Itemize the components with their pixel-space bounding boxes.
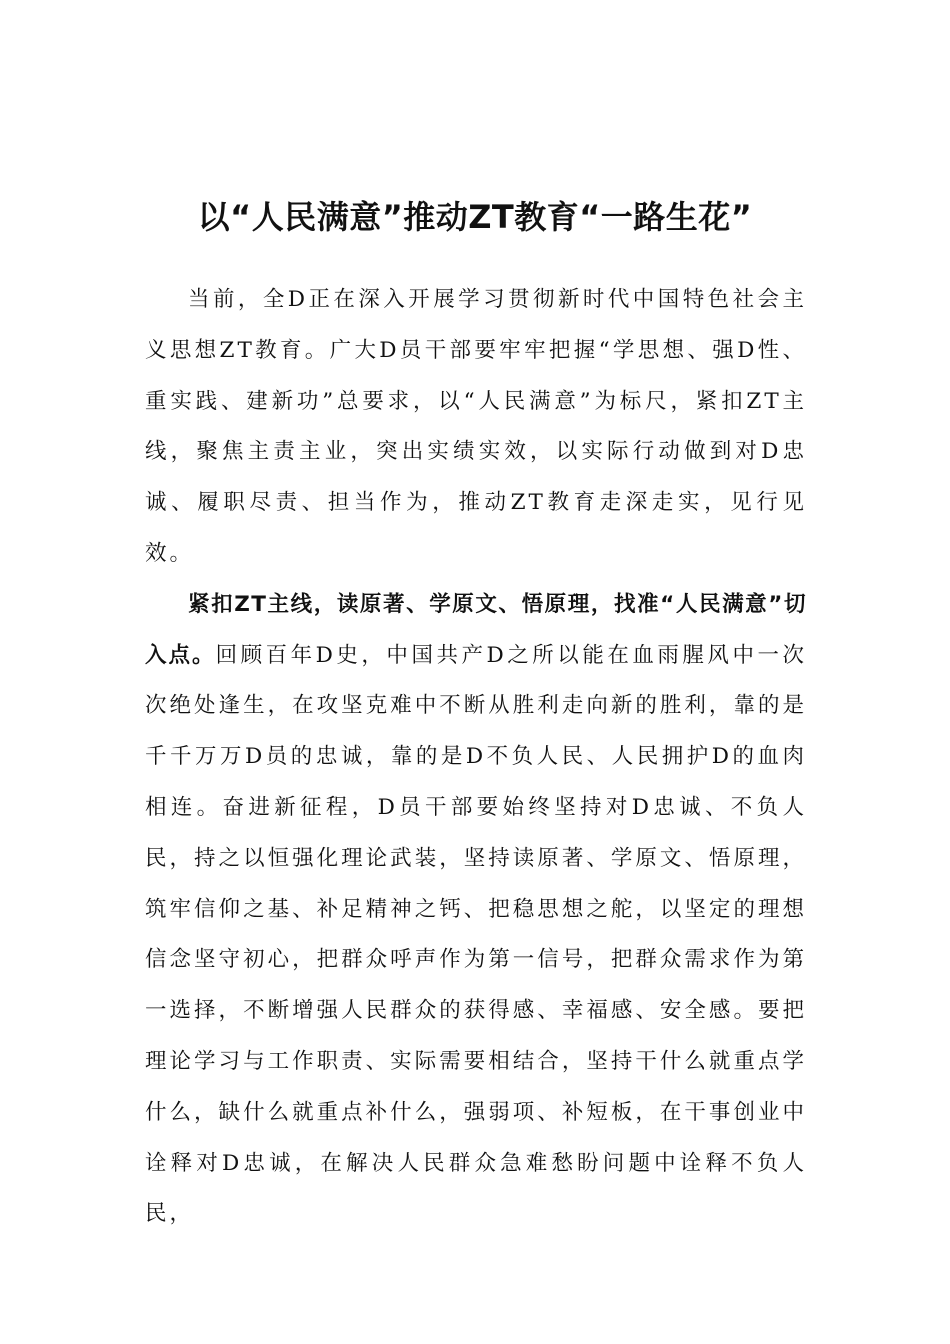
document-title: 以“人民满意”推动ZT教育“一路生花”	[197, 198, 753, 237]
document-body	[145, 275, 807, 1240]
paragraph-intro	[145, 275, 807, 580]
paragraph-section-1-heading: 紧扣ZT主线，读原著、学原文、悟原理，找准“人民满意”切入点。	[145, 591, 807, 668]
paragraph-section-1-text: 回顾百年D史，中国共产D之所以能在血雨腥风中一次次绝处逢生，在攻坚克难中不断从胜利走向新的胜利，靠的是千千万万D员的忠诚，靠的是D不负人民、人民拥护D的血肉相连。奋进新征程，D员干部要始终坚持对D忠诚、不负人民，持之以恒强化理论武装，坚持读原著、学原文、悟原理，筑牢信仰之基、补足精神之钙、把稳思想之舵，以坚定的理想信念坚守初心，把群众呼声作为第一信号，把群众需求作为第一选择，不断增强人民群众的获得感、幸福感、安全感。要把理论学习与工作职责、实际需要相结合，坚持干什么就重点学什么，缺什么就重点补什么，强弱项、补短板，在干事创业中诠释对D忠诚，在解决人民群众急难愁盼问题中诠释不负人民，	[145, 642, 807, 1227]
paragraph-section-1	[145, 580, 807, 1240]
paragraph-intro-text: 当前，全D正在深入开展学习贯彻新时代中国特色社会主义思想ZT教育。广大D员干部要牢牢把握“学思想、强D性、重实践、建新功”总要求，以“人民满意”为标尺，紧扣ZT主线，聚焦主责主业，突出实绩实效，以实际行动做到对D忠诚、履职尽责、担当作为，推动ZT教育走深走实，见行见效。	[145, 287, 807, 566]
